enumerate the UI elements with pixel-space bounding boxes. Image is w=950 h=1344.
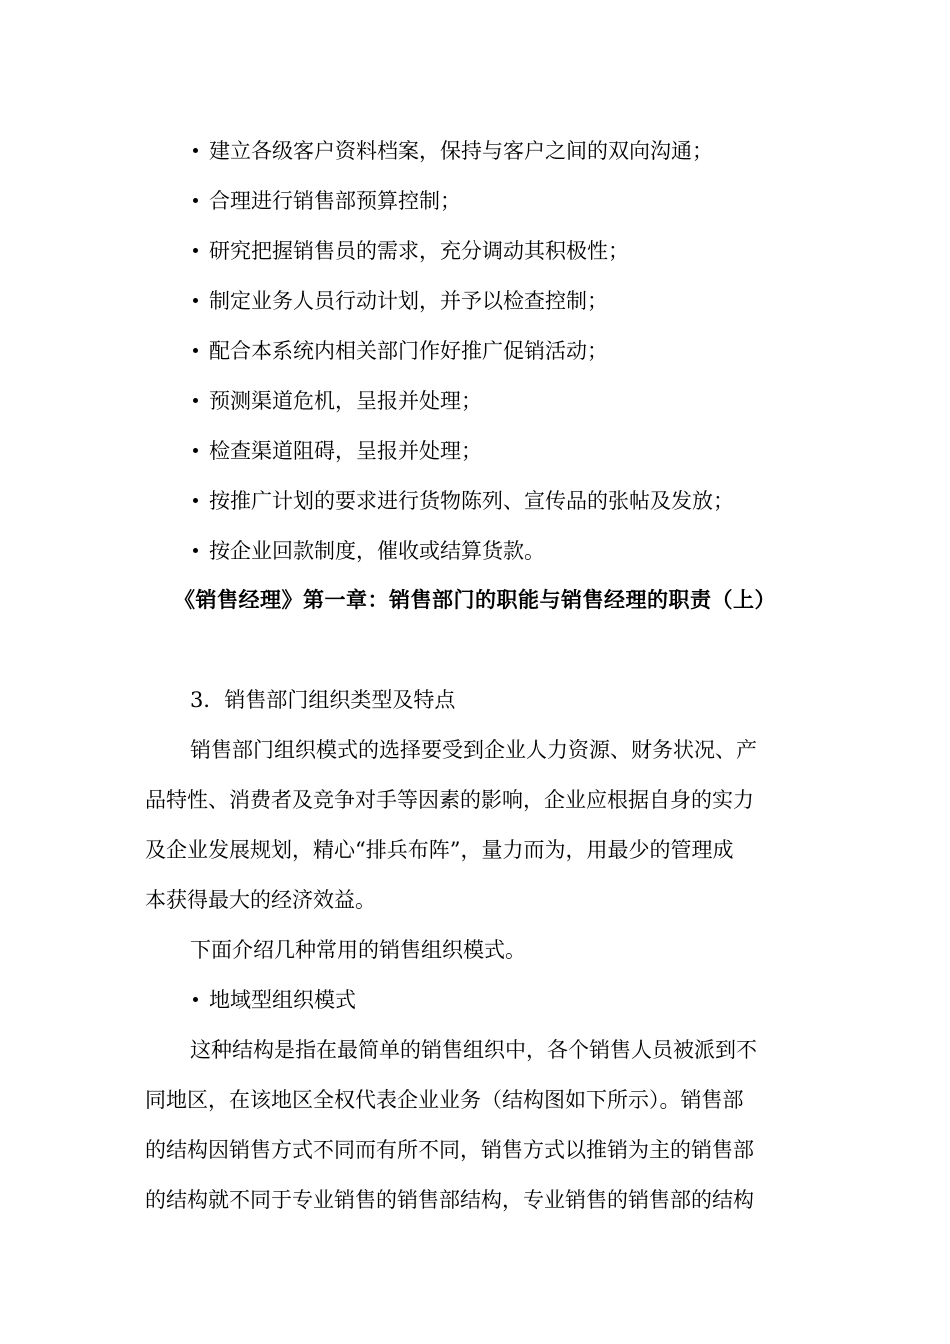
paragraph-line: 品特性、消费者及竞争对手等因素的影响，企业应根据自身的实力 (145, 788, 754, 812)
paragraph-line: 的结构因销售方式不同而有所不同，销售方式以推销为主的销售部 (145, 1138, 754, 1162)
bullet-item: 预测渠道危机，呈报并处理； (0, 386, 950, 416)
paragraph-line: 及企业发展规划，精心“排兵布阵”，量力而为，用最少的管理成 (145, 838, 734, 862)
sub-bullet-item: 地域型组织模式 (0, 985, 950, 1015)
bullet-dot-icon (193, 248, 198, 253)
bullet-item: 配合本系统内相关部门作好推广促销活动； (0, 336, 950, 366)
bullet-dot-icon (193, 148, 198, 153)
paragraph-line: 销售部门组织模式的选择要受到企业人力资源、财务状况、产 (190, 738, 757, 762)
bullet-item: 研究把握销售员的需求，充分调动其积极性； (0, 236, 950, 266)
bullet-item: 按推广计划的要求进行货物陈列、宣传品的张帖及发放； (0, 486, 950, 516)
bullet-item: 按企业回款制度，催收或结算货款。 (0, 536, 950, 566)
bullet-dot-icon (193, 498, 198, 503)
bullet-dot-icon (193, 997, 198, 1002)
chapter-heading: 《销售经理》第一章：销售部门的职能与销售经理的职责（上） (174, 587, 776, 612)
bullet-item: 合理进行销售部预算控制； (0, 186, 950, 216)
paragraph-line: 这种结构是指在最简单的销售组织中，各个销售人员被派到不 (190, 1038, 757, 1062)
paragraph-line: 的结构就不同于专业销售的销售部结构，专业销售的销售部的结构 (145, 1188, 754, 1212)
bullet-item: 制定业务人员行动计划，并予以检查控制； (0, 286, 950, 316)
bullet-dot-icon (193, 398, 198, 403)
bullet-item: 建立各级客户资料档案，保持与客户之间的双向沟通； (0, 136, 950, 166)
paragraph-line: 下面介绍几种常用的销售组织模式。 (190, 938, 526, 962)
section-title: 3．销售部门组织类型及特点 (190, 688, 456, 712)
bullet-dot-icon (193, 448, 198, 453)
paragraph-line: 同地区，在该地区全权代表企业业务（结构图如下所示）。销售部 (145, 1088, 744, 1112)
bullet-dot-icon (193, 348, 198, 353)
bullet-dot-icon (193, 548, 198, 553)
bullet-dot-icon (193, 298, 198, 303)
bullet-dot-icon (193, 198, 198, 203)
bullet-item: 检查渠道阻碍，呈报并处理； (0, 436, 950, 466)
paragraph-line: 本获得最大的经济效益。 (145, 888, 376, 912)
